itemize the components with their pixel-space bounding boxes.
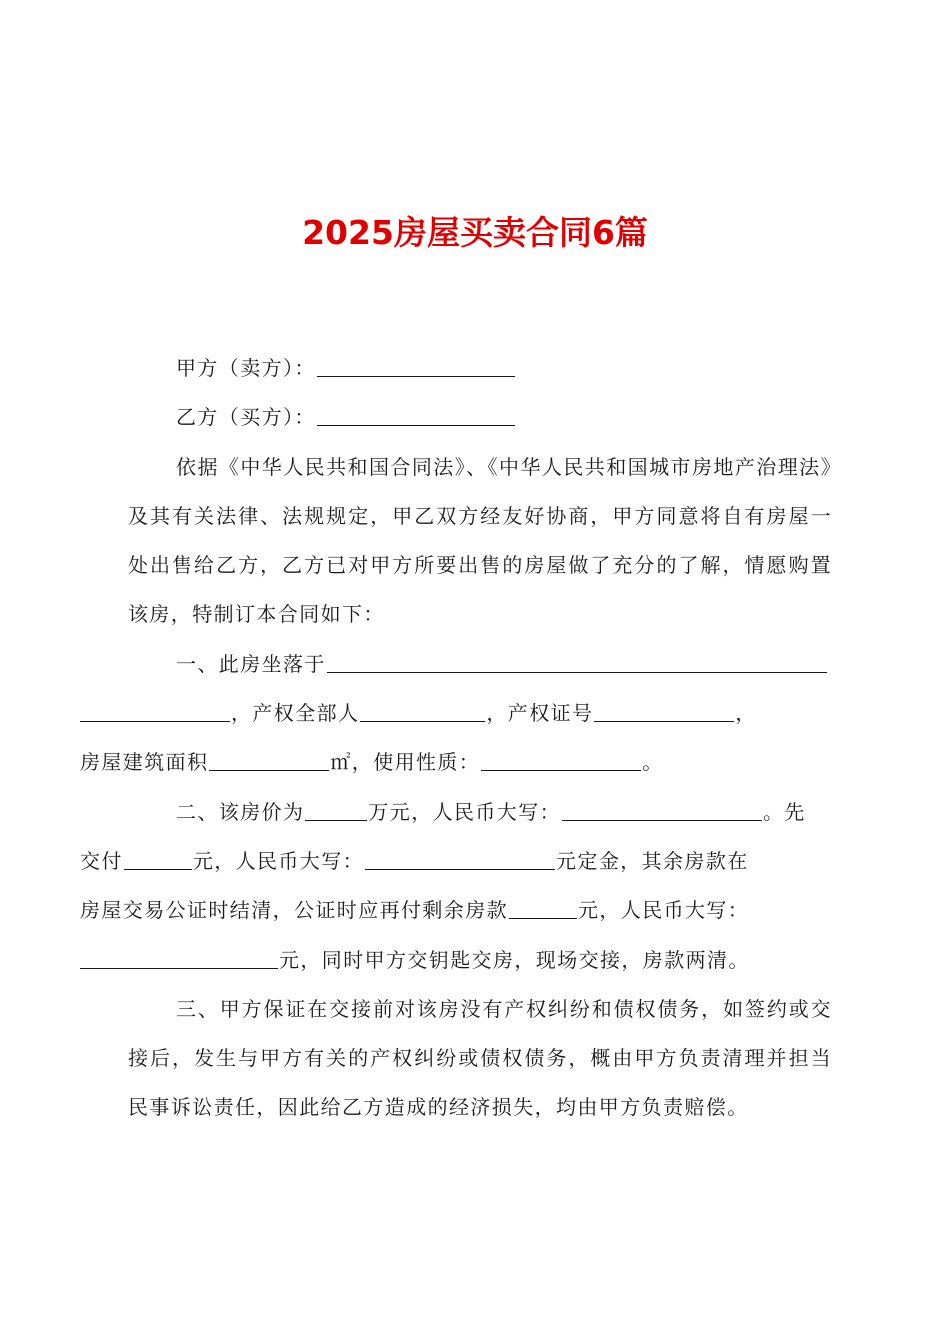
party-a-line — [128, 344, 832, 393]
clause-3-paragraph: 三、甲方保证在交接前对该房没有产权纠纷和债权债务，如签约或交接后，发生与甲方有关的产权纠纷或债权债务，概由甲方负责清理并担当民事诉讼责任，因此给乙方造成的经济损失，均由甲方负责赔偿。 — [128, 996, 832, 1120]
party-b-line — [128, 393, 832, 442]
clause-1-cert-label: ，产权证号 — [486, 701, 594, 726]
document-title: 2025房屋买卖合同6篇 — [302, 213, 648, 252]
clause-2-deposit-tail: 元定金，其余房款在 — [556, 848, 749, 873]
owner-blank[interactable] — [360, 701, 485, 722]
price-blank[interactable] — [305, 800, 367, 821]
party-b-blank[interactable] — [317, 405, 515, 426]
clause-2-paragraph — [80, 788, 832, 985]
party-b-label: 乙方（买方）： — [176, 405, 316, 430]
intro-paragraph: 依据《中华人民共和国合同法》、《中华人民共和国城市房地产治理法》及其有关法律、法规规定，甲乙双方经友好协商，甲方同意将自有房屋一处出售给乙方，乙方已对甲方所要出售的房屋做了充分的了解，情愿购置该房，特制订本合同如下： — [128, 454, 832, 627]
clause-1-paragraph — [80, 640, 832, 788]
clause-1-usage-label: ㎡，使用性质： — [330, 750, 481, 775]
clause-1-area-label: 房屋建筑面积 — [80, 750, 209, 775]
clause-2-deposit-label: 交付 — [80, 848, 123, 873]
usage-blank[interactable] — [481, 750, 641, 771]
clause-1-owner-label: ，产权全部人 — [231, 701, 360, 726]
clause-1-comma: ， — [735, 701, 757, 726]
clause-1-location-label: 一、此房坐落于 — [176, 651, 326, 676]
deposit-words-blank[interactable] — [365, 849, 555, 870]
cert-number-blank[interactable] — [594, 701, 734, 722]
price-words-blank[interactable] — [562, 800, 762, 821]
deposit-blank[interactable] — [124, 849, 192, 870]
balance-words-blank[interactable] — [80, 948, 278, 969]
clause-1-period: 。 — [642, 750, 664, 775]
clause-2-balance-label: 房屋交易公证时结清，公证时应再付剩余房款 — [80, 898, 508, 923]
clause-2-balance-words-label: 元，人民币大写： — [578, 898, 750, 923]
clause-2-deposit-words-label: 元，人民币大写： — [192, 848, 365, 873]
clause-2-price-words-label: 万元，人民币大写： — [368, 799, 562, 824]
contract-body — [80, 344, 832, 1133]
party-a-label: 甲方（卖方）： — [176, 356, 316, 380]
balance-blank[interactable] — [509, 898, 577, 919]
clause-2-price-label: 二、该房价为 — [176, 799, 305, 824]
party-a-blank[interactable] — [317, 356, 515, 377]
location-blank-cont[interactable] — [80, 701, 230, 722]
clause-2-closing: 元，同时甲方交钥匙交房，现场交接，房款两清。 — [279, 947, 750, 972]
area-blank[interactable] — [209, 750, 329, 771]
clause-2-first-end: 。先 — [763, 799, 806, 824]
location-blank[interactable] — [327, 652, 827, 673]
